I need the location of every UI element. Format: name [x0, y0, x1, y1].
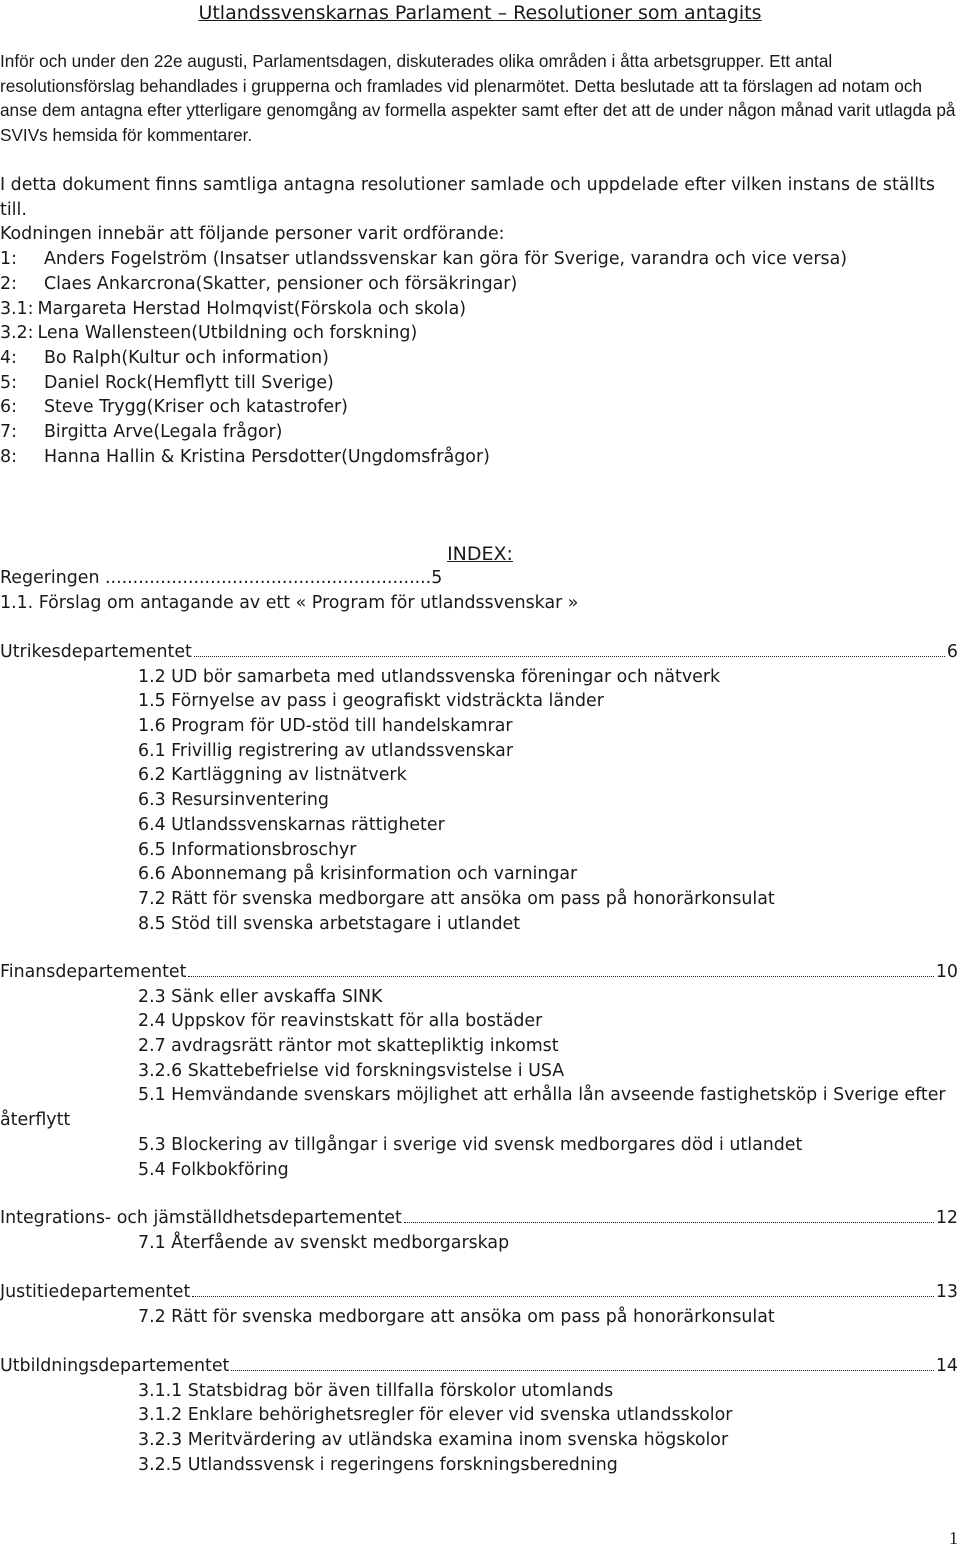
chair-code: 4: — [0, 347, 17, 368]
chair-row — [0, 371, 958, 396]
chair-text: Anders Fogelström (Insatser utlandssvenskar kan göra för Sverige, varandra och vice versa) — [44, 249, 848, 270]
dot-leader — [192, 1296, 934, 1297]
section-item: 6.2 Kartläggning av listnätverk — [138, 765, 407, 786]
section-item: 6.6 Abonnemang på krisinformation och varningar — [138, 864, 578, 885]
section-item: 7.2 Rätt för svenska medborgare att ansöka om pass på honorärkonsulat — [138, 1306, 775, 1327]
chair-row — [0, 420, 958, 445]
chair-row — [0, 395, 958, 420]
section-heading-entry[interactable] — [0, 640, 958, 665]
dot-leader — [194, 656, 945, 657]
chair-row — [0, 445, 958, 470]
section-label: Utrikesdepartementet — [0, 642, 192, 662]
section-page-number: 14 — [935, 1356, 958, 1376]
section-item: 7.2 Rätt för svenska medborgare att ansöka om pass på honorärkonsulat — [138, 888, 775, 909]
regeringen-entry[interactable] — [0, 566, 958, 591]
section-heading-entry[interactable] — [0, 1206, 958, 1231]
section-item: 3.1.2 Enklare behörighetsregler för elever vid svenska utlandsskolor — [138, 1405, 733, 1426]
document-title: Utlandssvenskarnas Parlament – Resolutioner som antagits — [198, 2, 762, 24]
chair-code: 3.2: — [0, 323, 34, 344]
index-section — [0, 1354, 958, 1477]
index-heading: INDEX: — [447, 543, 513, 565]
chair-row — [0, 272, 958, 297]
section-item: 1.2 UD bör samarbeta med utlandssvenska föreningar och nätverk — [138, 666, 721, 687]
intro-paragraph — [0, 49, 958, 147]
chair-text: Daniel Rock(Hemflytt till Sverige) — [44, 372, 334, 393]
section-page-number: 12 — [935, 1208, 958, 1228]
section-page-number: 6 — [946, 642, 958, 662]
section-item: 7.1 Återfående av svenskt medborgarskap — [138, 1232, 510, 1253]
page-number: 1 — [949, 1528, 958, 1548]
regeringen-label: Regeringen — [0, 568, 106, 588]
section-item: 1.5 Förnyelse av pass i geografiskt vidsträckta länder — [138, 691, 604, 712]
dot-leader — [404, 1222, 934, 1223]
chair-text: Lena Wallensteen(Utbildning och forskning) — [37, 323, 418, 344]
index-section — [0, 960, 958, 1182]
section-item: 1.6 Program för UD-stöd till handelskamrar — [138, 716, 513, 737]
section-label: Integrations- och jämställdhetsdepartementet — [0, 1208, 402, 1228]
index-section — [0, 640, 958, 936]
regeringen-dots: ........................................................... — [105, 568, 432, 588]
chair-text: Steve Trygg(Kriser och katastrofer) — [44, 397, 348, 418]
section-heading-entry[interactable] — [0, 1354, 958, 1379]
section-item: 5.4 Folkbokföring — [138, 1159, 289, 1180]
chair-text: Bo Ralph(Kultur och information) — [44, 347, 329, 368]
chair-text: Hanna Hallin & Kristina Persdotter(Ungdomsfrågor) — [44, 446, 490, 467]
section-item: 5.1 Hemvändande svenskars möjlighet att erhålla lån avseende fastighetsköp i Sverige efter återflytt — [0, 1085, 946, 1131]
index-section — [0, 1206, 958, 1255]
dot-leader — [188, 976, 933, 977]
chair-code: 5: — [0, 372, 17, 393]
regeringen-page: 5 — [431, 568, 443, 588]
section-item: 3.2.5 Utlandssvensk i regeringens forskningsberedning — [138, 1454, 618, 1475]
section-heading-entry[interactable] — [0, 960, 958, 985]
coding-section — [0, 173, 958, 469]
section-item: 6.5 Informationsbroschyr — [138, 839, 357, 860]
chair-code: 2: — [0, 273, 17, 294]
section-item: 6.1 Frivillig registrering av utlandssvenskar — [138, 740, 513, 761]
section-label: Utbildningsdepartementet — [0, 1356, 230, 1376]
chair-code: 3.1: — [0, 298, 34, 319]
section-item: 5.3 Blockering av tillgångar i sverige vid svensk medborgares död i utlandet — [138, 1134, 803, 1155]
chair-row — [0, 346, 958, 371]
intro-text: Inför och under den 22e augusti, Parlamentsdagen, diskuterades olika områden i åtta arbetsgrupper. Ett antal resolutionsförslag behandlades i grupperna och framlades vid plenarmötet. Detta beslutade att ta förslagen ad notam och anse dem antagna efter ytterligare genomgång av formella aspekter samt efter det att de under någon månad varit utlagda på SVIVs hemsida för kommentarer. — [0, 51, 956, 145]
chair-text: Birgitta Arve(Legala frågor) — [44, 422, 283, 443]
chair-row — [0, 321, 958, 346]
section-page-number: 13 — [935, 1282, 958, 1302]
chairs-list — [0, 247, 958, 469]
chair-code: 8: — [0, 446, 17, 467]
document-note: I detta dokument finns samtliga antagna resolutioner samlade och uppdelade efter vilken instans de ställts till. — [0, 175, 935, 220]
chair-code: 1: — [0, 249, 17, 270]
section-item: 8.5 Stöd till svenska arbetstagare i utlandet — [138, 913, 521, 934]
coding-intro: Kodningen innebär att följande personer varit ordförande: — [0, 224, 505, 245]
section-item: 3.2.3 Meritvärdering av utländska examina inom svenska högskolor — [138, 1430, 729, 1451]
chair-row — [0, 247, 958, 272]
chair-code: 7: — [0, 422, 17, 443]
section-item: 2.7 avdragsrätt räntor mot skattepliktig inkomst — [138, 1036, 559, 1057]
chair-row — [0, 297, 958, 322]
section-item: 3.2.6 Skattebefrielse vid forskningsvistelse i USA — [138, 1060, 565, 1081]
dot-leader — [231, 1370, 933, 1371]
regeringen-item: 1.1. Förslag om antagande av ett « Program för utlandssvenskar » — [0, 592, 579, 613]
section-item: 6.4 Utlandssvenskarnas rättigheter — [138, 814, 445, 835]
index-regeringen — [0, 566, 958, 615]
section-label: Finansdepartementet — [0, 962, 187, 982]
section-item: 2.4 Uppskov för reavinstskatt för alla bostäder — [138, 1011, 543, 1032]
section-page-number: 10 — [935, 962, 958, 982]
chair-text: Margareta Herstad Holmqvist(Förskola och skola) — [37, 298, 467, 319]
section-item: 2.3 Sänk eller avskaffa SINK — [138, 986, 383, 1007]
section-label: Justitiedepartementet — [0, 1282, 191, 1302]
index-section — [0, 1280, 958, 1329]
chair-text: Claes Ankarcrona(Skatter, pensioner och försäkringar) — [44, 273, 518, 294]
section-heading-entry[interactable] — [0, 1280, 958, 1305]
section-item: 3.1.1 Statsbidrag bör även tillfalla förskolor utomlands — [138, 1380, 614, 1401]
chair-code: 6: — [0, 397, 17, 418]
section-item: 6.3 Resursinventering — [138, 790, 329, 811]
